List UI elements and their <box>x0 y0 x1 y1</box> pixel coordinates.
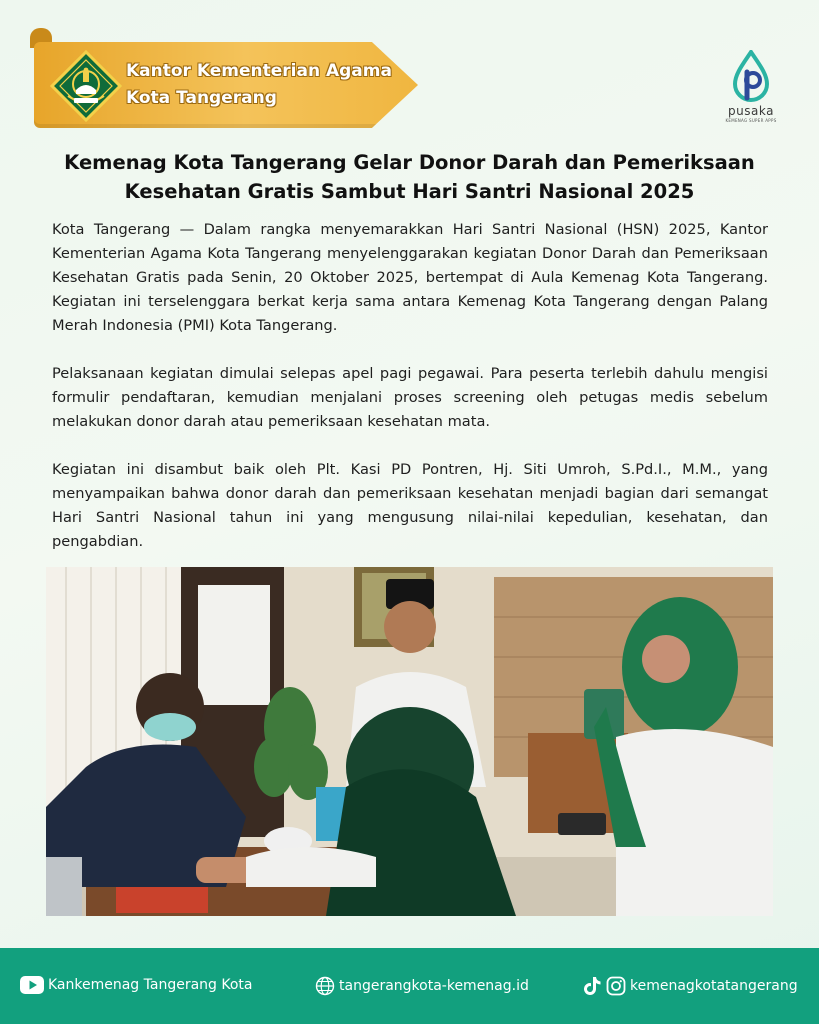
footer-youtube-label: Kankemenag Tangerang Kota <box>48 977 253 993</box>
article-paragraph: Pelaksanaan kegiatan dimulai selepas apel pagi pegawai. Para peserta terlebih dahulu mengisi formulir pendaftaran, kemudian menjalani proses screening oleh petugas medis sebelum melakukan donor darah atau pemeriksaan kesehatan mata. <box>52 365 768 430</box>
kemenag-emblem-icon <box>50 50 122 122</box>
footer-youtube[interactable] <box>20 976 253 994</box>
youtube-icon <box>20 976 44 994</box>
instagram-icon <box>606 976 626 996</box>
tiktok-icon <box>584 976 602 996</box>
pusaka-drop-icon <box>731 50 771 102</box>
footer-website[interactable] <box>315 976 529 996</box>
article-title-line2: Kesehatan Gratis Sambut Hari Santri Nasional 2025 <box>124 180 695 203</box>
footer-website-label: tangerangkota-kemenag.id <box>339 978 529 994</box>
header-ribbon <box>30 28 422 132</box>
footer-bar <box>0 948 819 1024</box>
article-title <box>40 148 779 206</box>
org-name-line2: Kota Tangerang <box>126 88 277 108</box>
pusaka-tagline: KEMENAG SUPER APPS <box>725 118 777 123</box>
org-name <box>126 58 392 112</box>
article-body <box>52 218 768 578</box>
globe-icon <box>315 976 335 996</box>
pusaka-name: pusaka <box>728 104 774 118</box>
footer-social-label: kemenagkotatangerang <box>630 978 798 994</box>
footer-social[interactable] <box>584 976 798 996</box>
org-name-line1: Kantor Kementerian Agama <box>126 61 392 81</box>
pusaka-logo <box>716 50 786 132</box>
event-photo <box>46 567 773 916</box>
article-title-line1: Kemenag Kota Tangerang Gelar Donor Darah dan Pemeriksaan <box>64 151 755 174</box>
article-paragraph: Kegiatan ini disambut baik oleh Plt. Kasi PD Pontren, Hj. Siti Umroh, S.Pd.I., M.M., yang menyampaikan bahwa donor darah dan pemeriksaan kesehatan menjadi bagian dari semangat Hari Santri Nasional tahun ini yang mengusung nilai-nilai kepedulian, kesehatan, dan pengabdian. <box>52 461 768 550</box>
article-paragraph: Kota Tangerang — Dalam rangka menyemarakkan Hari Santri Nasional (HSN) 2025, Kantor Kementerian Agama Kota Tangerang menyelenggarakan kegiatan Donor Darah dan Pemeriksaan Kesehatan Gratis pada Senin, 20 Oktober 2025, bertempat di Aula Kemenag Kota Tangerang. Kegiatan ini terselenggara berkat kerja sama antara Kemenag Kota Tangerang dengan Palang Merah Indonesia (PMI) Kota Tangerang. <box>52 221 768 334</box>
